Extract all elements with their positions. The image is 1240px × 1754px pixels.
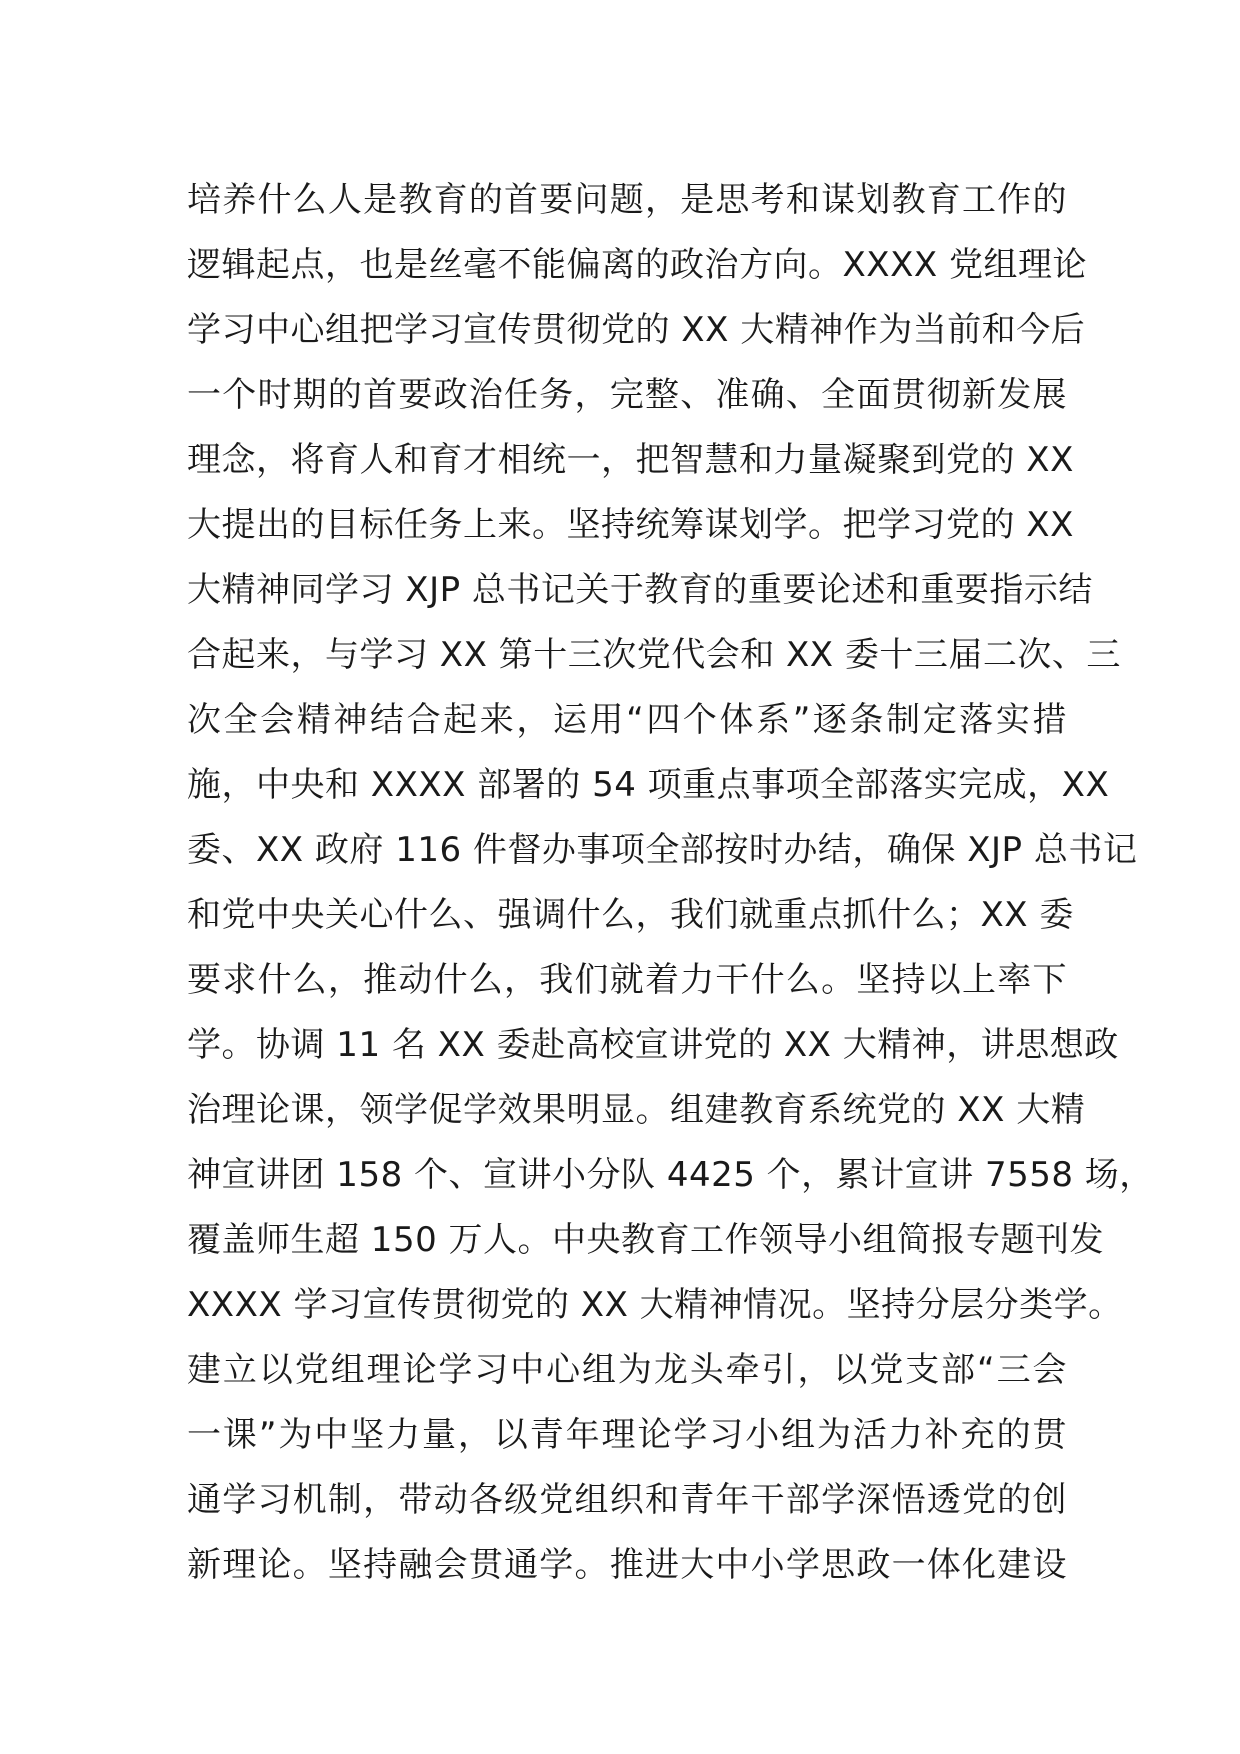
- text-line: 学。协调 11 名 XX 委赴高校宣讲党的 XX 大精神，讲思想政: [187, 1025, 1119, 1065]
- text-line: 神宣讲团 158 个、宣讲小分队 4425 个，累计宣讲 7558 场，: [187, 1155, 1154, 1195]
- text-line: 培养什么人是教育的首要问题，是思考和谋划教育工作的: [187, 180, 1067, 220]
- text-line: 建立以党组理论学习中心组为龙头牵引，以党支部“三会: [187, 1350, 1067, 1390]
- text-line: 大精神同学习 XJP 总书记关于教育的重要论述和重要指示结: [187, 570, 1093, 610]
- body-paragraph: [187, 168, 1154, 1598]
- text-line: 一课”为中坚力量，以青年理论学习小组为活力补充的贯: [187, 1415, 1067, 1455]
- text-line: 合起来，与学习 XX 第十三次党代会和 XX 委十三届二次、三: [187, 635, 1121, 675]
- text-line: 理念，将育人和育才相统一，把智慧和力量凝聚到党的 XX: [187, 440, 1074, 480]
- text-line: XXXX 学习宣传贯彻党的 XX 大精神情况。坚持分层分类学。: [187, 1285, 1123, 1325]
- text-line: 要求什么，推动什么，我们就着力干什么。坚持以上率下: [187, 960, 1067, 1000]
- text-line: 委、XX 政府 116 件督办事项全部按时办结，确保 XJP 总书记: [187, 830, 1138, 870]
- text-line: 新理论。坚持融会贯通学。推进大中小学思政一体化建设: [187, 1545, 1067, 1585]
- text-line: 一个时期的首要政治任务，完整、准确、全面贯彻新发展: [187, 375, 1067, 415]
- text-line: 治理论课，领学促学效果明显。组建教育系统党的 XX 大精: [187, 1090, 1086, 1130]
- text-line: 和党中央关心什么、强调什么，我们就重点抓什么；XX 委: [187, 895, 1074, 935]
- text-line: 覆盖师生超 150 万人。中央教育工作领导小组简报专题刊发: [187, 1220, 1105, 1260]
- text-line: 学习中心组把学习宣传贯彻党的 XX 大精神作为当前和今后: [187, 310, 1086, 350]
- text-line: 逻辑起点，也是丝毫不能偏离的政治方向。XXXX 党组理论: [187, 245, 1087, 285]
- text-line: 通学习机制，带动各级党组织和青年干部学深悟透党的创: [187, 1480, 1067, 1520]
- text-line: 大提出的目标任务上来。坚持统筹谋划学。把学习党的 XX: [187, 505, 1074, 545]
- text-line: 次全会精神结合起来，运用“四个体系”逐条制定落实措: [187, 700, 1067, 740]
- text-line: 施，中央和 XXXX 部署的 54 项重点事项全部落实完成，XX: [187, 765, 1110, 805]
